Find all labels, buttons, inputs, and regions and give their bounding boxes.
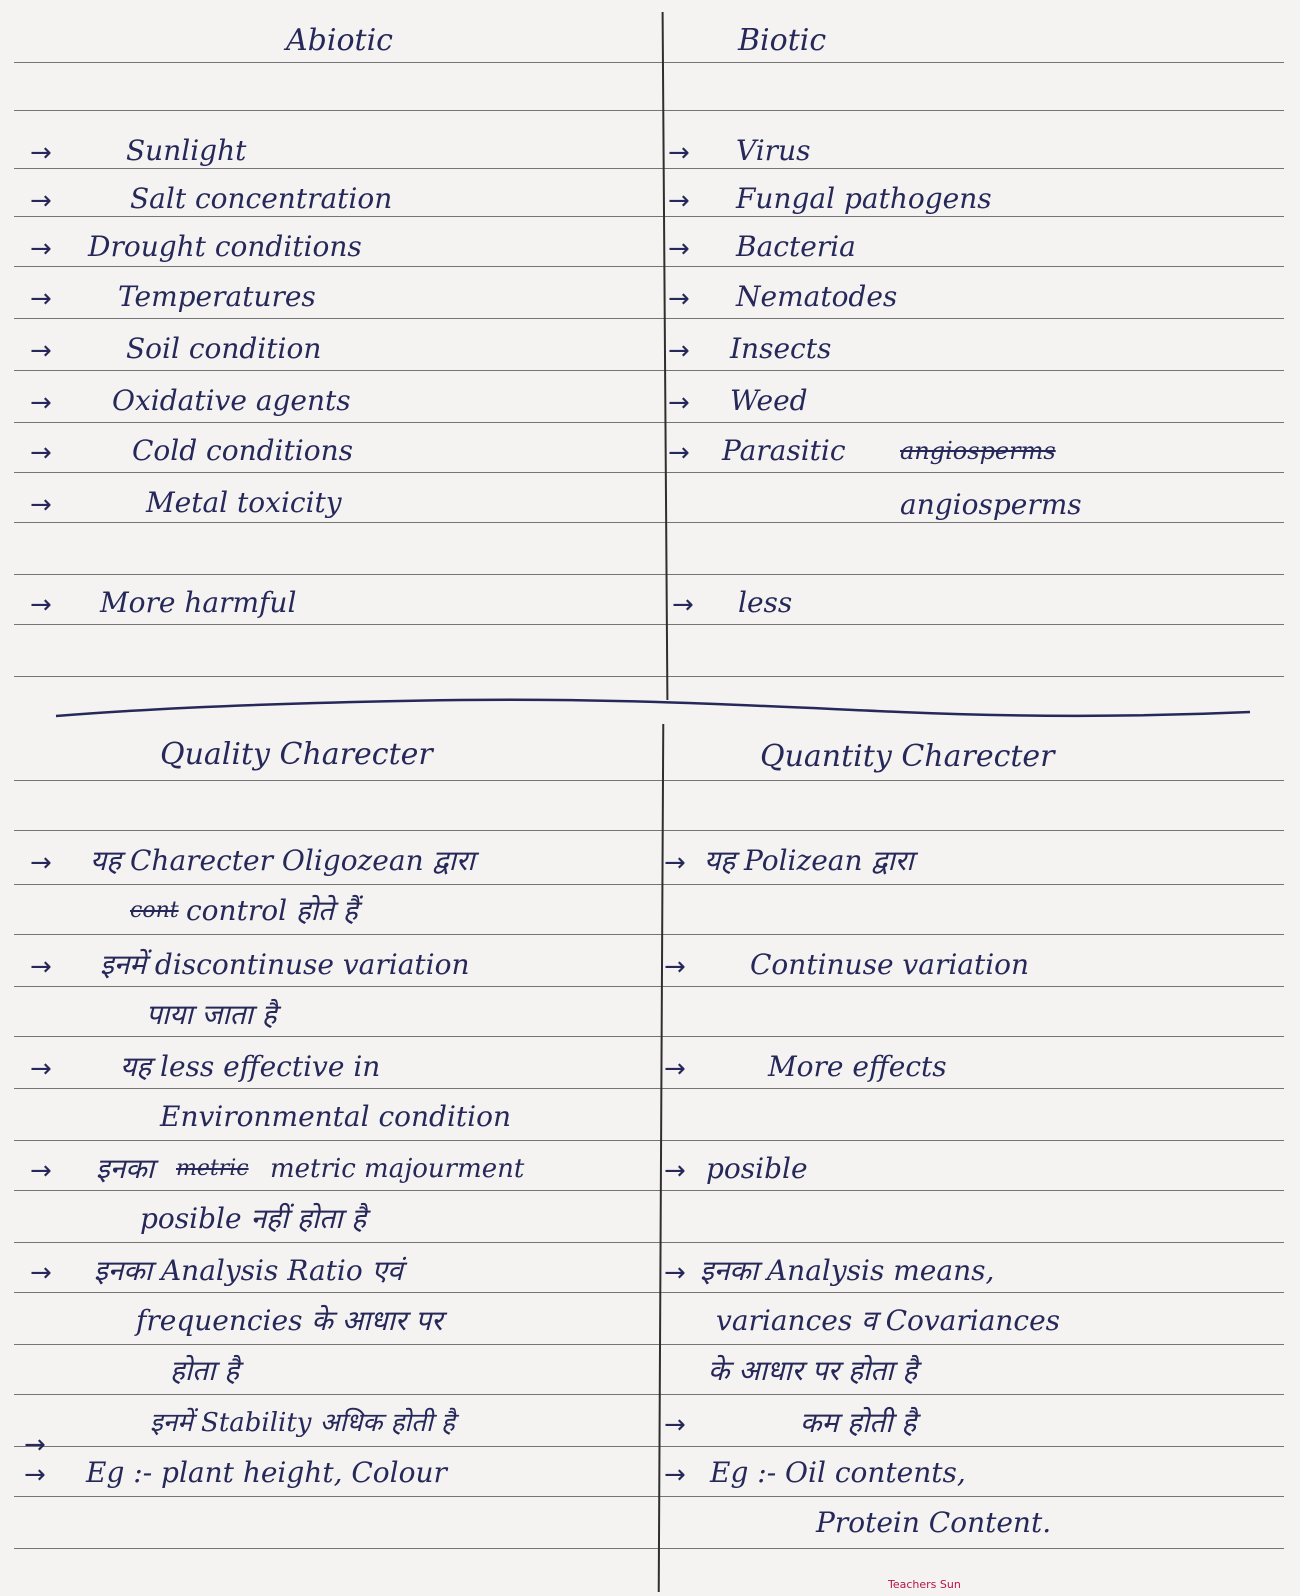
abiotic-item: Oxidative agents	[112, 384, 351, 417]
abiotic-item: Metal toxicity	[146, 486, 342, 519]
biotic-item: Parasitic	[722, 434, 846, 467]
arrow-icon: →	[668, 284, 690, 314]
arrow-icon: →	[668, 138, 690, 168]
arrow-icon: →	[664, 952, 686, 982]
rule-line	[14, 1088, 1284, 1089]
arrow-icon: →	[30, 388, 52, 418]
quality-row-4b: posible नहीं होता है	[140, 1202, 367, 1235]
header-quantity: Quantity Charecter	[760, 739, 1055, 774]
quality-row-3b: Environmental condition	[160, 1100, 512, 1133]
arrow-icon: →	[664, 1054, 686, 1084]
biotic-item: Insects	[730, 332, 832, 365]
rule-line	[14, 934, 1284, 935]
biotic-item-cont: angiosperms	[900, 488, 1082, 521]
rule-line	[14, 1344, 1284, 1345]
arrow-icon: →	[668, 186, 690, 216]
arrow-icon: →	[664, 1156, 686, 1186]
rule-line	[14, 1190, 1284, 1191]
rule-line	[14, 1496, 1284, 1497]
quality-row-5a: इनका Analysis Ratio एवं	[94, 1254, 403, 1287]
arrow-icon: →	[664, 1258, 686, 1288]
arrow-icon: →	[664, 1410, 686, 1440]
biotic-note: less	[738, 586, 793, 619]
arrow-icon: →	[30, 336, 52, 366]
biotic-item: Weed	[730, 384, 808, 417]
rule-line	[14, 1292, 1284, 1293]
rule-line	[14, 1548, 1284, 1549]
arrow-icon: →	[30, 1258, 52, 1288]
quantity-row-3: More effects	[768, 1050, 947, 1083]
arrow-icon: →	[668, 336, 690, 366]
arrow-icon: →	[24, 1430, 46, 1460]
quality-row-4-prefix: इनका	[96, 1152, 155, 1185]
arrow-icon: →	[672, 590, 694, 620]
quality-row-3a: यह less effective in	[120, 1050, 381, 1083]
header-quality: Quality Charecter	[160, 737, 433, 772]
arrow-icon: →	[668, 234, 690, 264]
rule-line	[14, 780, 1284, 781]
abiotic-item: Temperatures	[118, 280, 316, 313]
arrow-icon: →	[664, 1460, 686, 1490]
arrow-icon: →	[30, 138, 52, 168]
abiotic-item: Cold conditions	[132, 434, 353, 467]
quality-row-1b: control होते हैं	[186, 894, 358, 927]
arrow-icon: →	[668, 388, 690, 418]
arrow-icon: →	[30, 234, 52, 264]
quality-row-1a: यह Charecter Oligozean द्वारा	[90, 844, 475, 877]
biotic-item: Nematodes	[736, 280, 898, 313]
rule-line	[14, 1446, 1284, 1447]
arrow-icon: →	[30, 438, 52, 468]
notebook-brand-mark: Teachers Sun	[888, 1578, 961, 1591]
arrow-icon: →	[30, 952, 52, 982]
section-separator	[0, 0, 1300, 760]
abiotic-item: Drought conditions	[88, 230, 362, 263]
quality-struck-word: cont	[130, 898, 179, 923]
quantity-row-5a: इनका Analysis means,	[700, 1254, 995, 1287]
arrow-icon: →	[30, 186, 52, 216]
rule-line	[14, 830, 1284, 831]
quality-row-6: इनमें Stability अधिक होती है	[150, 1408, 455, 1438]
quality-row-5c: होता है	[170, 1354, 240, 1387]
quality-struck-word: metric	[176, 1156, 249, 1181]
arrow-icon: →	[24, 1460, 46, 1490]
arrow-icon: →	[30, 848, 52, 878]
rule-line	[14, 1036, 1284, 1037]
quality-row-5b: frequencies के आधार पर	[136, 1304, 443, 1337]
arrow-icon: →	[30, 284, 52, 314]
arrow-icon: →	[668, 438, 690, 468]
header-abiotic: Abiotic	[286, 23, 393, 58]
abiotic-note: More harmful	[100, 586, 297, 619]
quantity-row-7b: Protein Content.	[816, 1506, 1052, 1539]
arrow-icon: →	[30, 1054, 52, 1084]
abiotic-item: Salt concentration	[130, 182, 393, 215]
rule-line	[14, 884, 1284, 885]
abiotic-item: Soil condition	[126, 332, 322, 365]
quantity-row-6: कम होती है	[800, 1406, 917, 1439]
quantity-row-7a: Eg :- Oil contents,	[710, 1456, 966, 1489]
arrow-icon: →	[30, 1156, 52, 1186]
quantity-row-2: Continuse variation	[750, 948, 1030, 981]
rule-line	[14, 1242, 1284, 1243]
biotic-struck-word: angiosperms	[900, 437, 1056, 465]
quantity-row-5c: के आधार पर होता है	[708, 1354, 918, 1387]
quality-row-7: Eg :- plant height, Colour	[86, 1456, 447, 1489]
quantity-row-5b: variances व Covariances	[716, 1304, 1061, 1337]
biotic-item: Bacteria	[736, 230, 856, 263]
quality-row-2b: पाया जाता है	[146, 998, 277, 1031]
biotic-item: Fungal pathogens	[736, 182, 992, 215]
quality-row-4a: metric majourment	[270, 1154, 525, 1184]
quality-row-2a: इनमें discontinuse variation	[100, 948, 470, 981]
quantity-row-4: posible	[706, 1152, 808, 1185]
quantity-row-1: यह Polizean द्वारा	[704, 844, 914, 877]
header-biotic: Biotic	[738, 23, 827, 58]
rule-line	[14, 986, 1284, 987]
rule-line	[14, 1394, 1284, 1395]
arrow-icon: →	[664, 848, 686, 878]
arrow-icon: →	[30, 590, 52, 620]
rule-line	[14, 1140, 1284, 1141]
biotic-item: Virus	[736, 134, 811, 167]
abiotic-item: Sunlight	[126, 134, 247, 167]
arrow-icon: →	[30, 490, 52, 520]
